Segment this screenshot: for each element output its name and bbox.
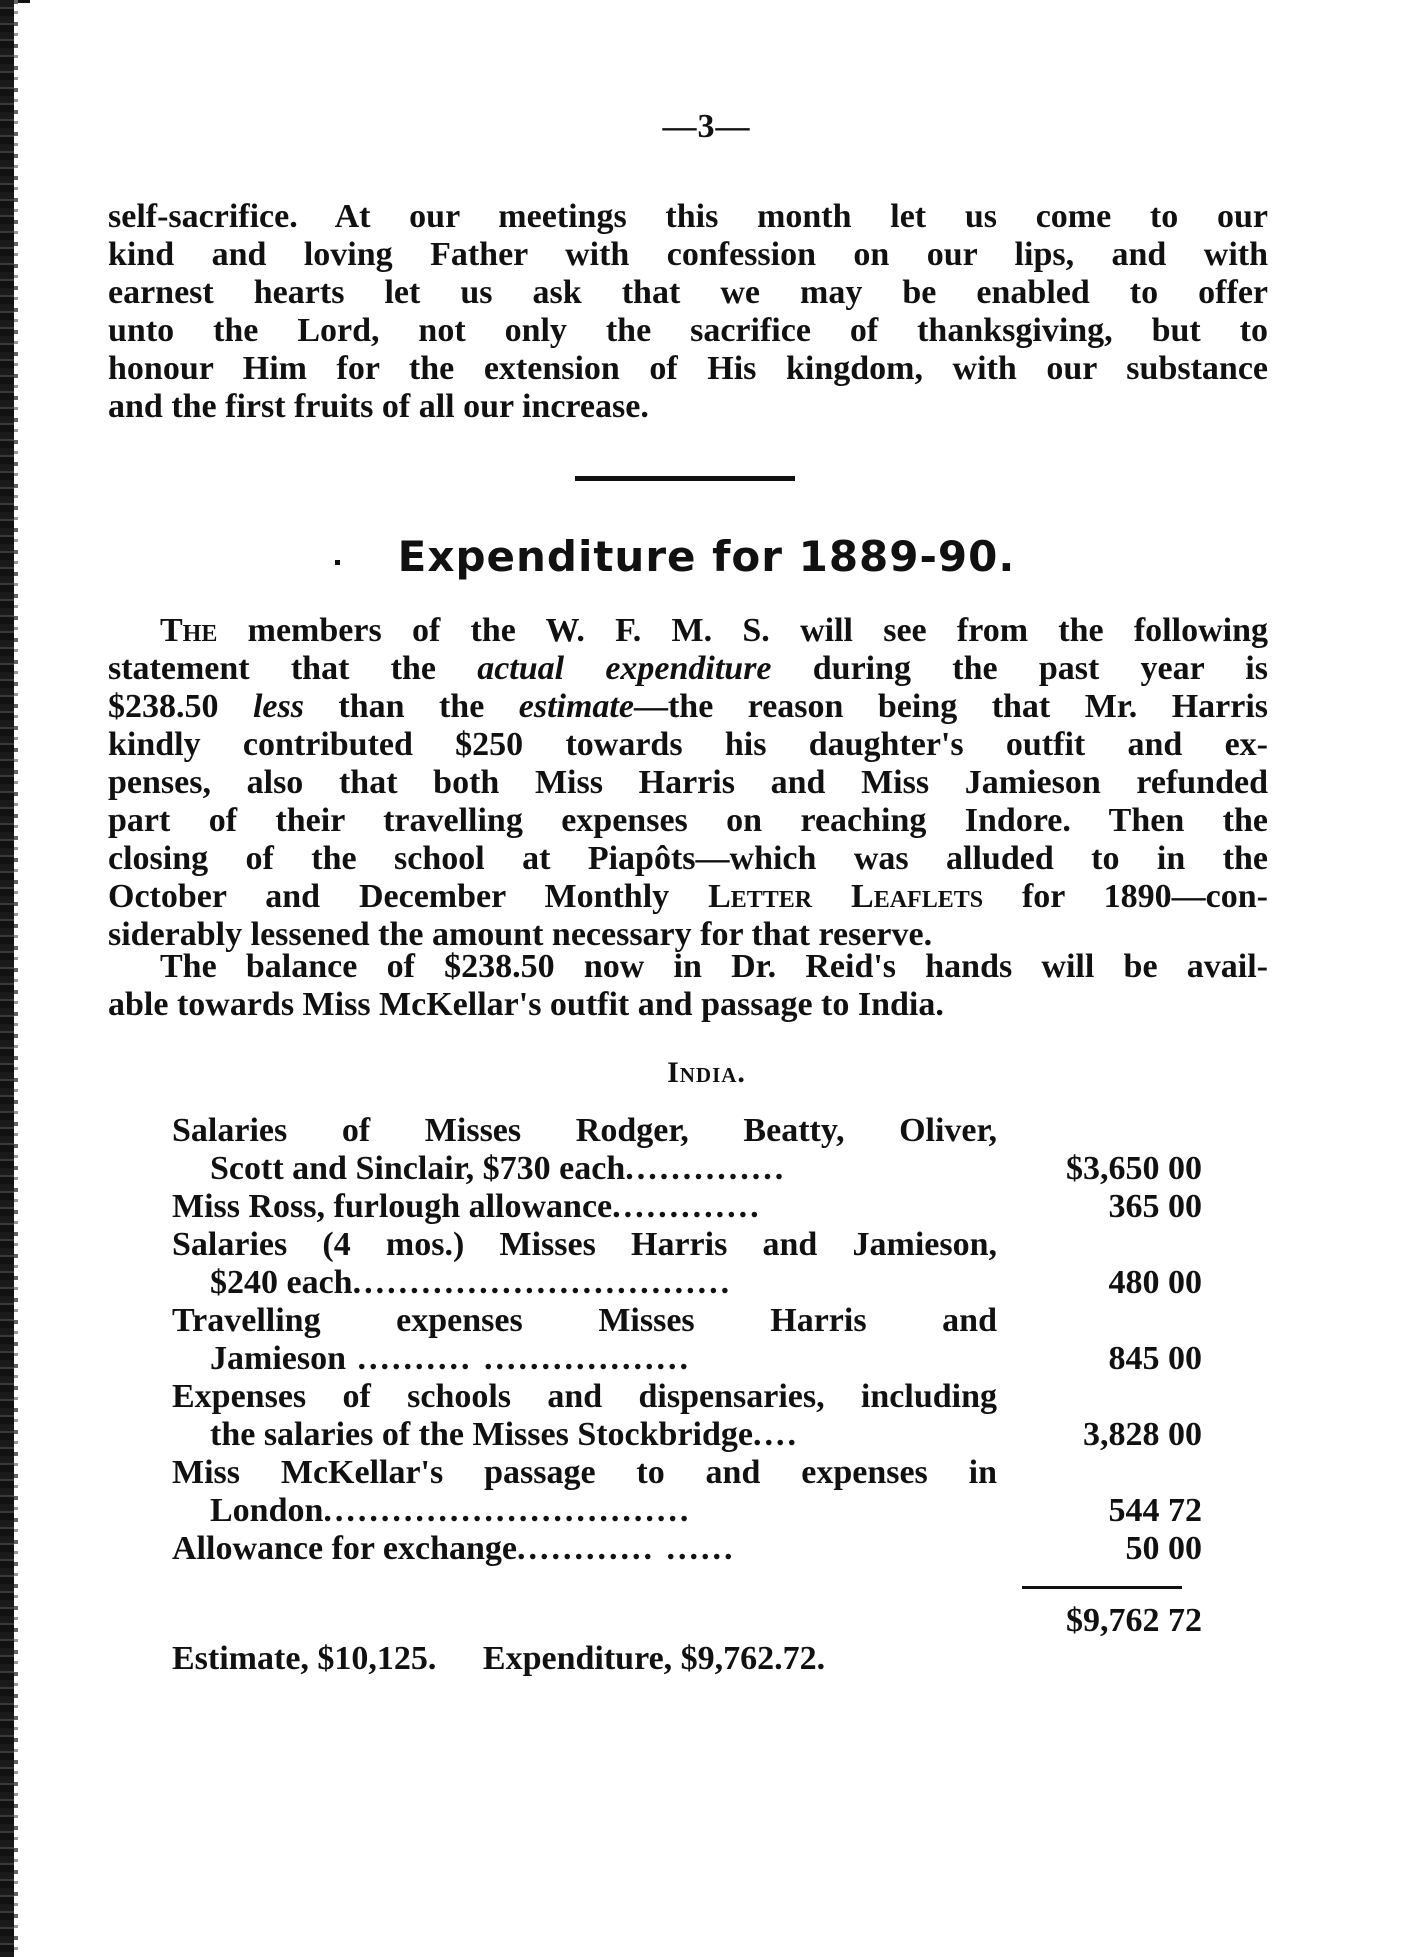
ledger-description bbox=[172, 1112, 997, 1150]
ledger-description bbox=[210, 1416, 997, 1454]
ledger-description bbox=[172, 1454, 997, 1492]
ledger-row bbox=[172, 1226, 1202, 1264]
balance-paragraph bbox=[108, 948, 1268, 1024]
ledger-description-text: Scott and Sinclair, $730 each bbox=[210, 1150, 626, 1187]
ledger-amount: 50 00 bbox=[1125, 1530, 1202, 1567]
body-line: closing of the school at Piapôts—which was alluded to in the bbox=[108, 840, 1268, 877]
dot-leader: ................................. bbox=[352, 1264, 733, 1301]
ledger-description-text: the salaries of the Misses Stockbridge bbox=[210, 1416, 754, 1453]
page-number: —3— bbox=[662, 108, 751, 145]
body-line bbox=[108, 650, 1268, 688]
opening-line: honour Him for the extension of His kingdom, with our substance bbox=[108, 350, 1268, 387]
opening-line: kind and loving Father with confession on our lips, and with bbox=[108, 236, 1268, 273]
ledger-description-text: Travelling expenses Misses Harris and bbox=[172, 1302, 997, 1339]
body-line bbox=[108, 612, 1268, 650]
body-text: for 1890—con- bbox=[983, 878, 1269, 915]
body-text: —the reason being that Mr. Harris bbox=[633, 688, 1269, 725]
ledger-row bbox=[172, 1454, 1202, 1492]
opening-paragraph bbox=[108, 198, 1268, 426]
ledger-description-text: Miss Ross, furlough allowance bbox=[172, 1188, 613, 1225]
balance-line: able towards Miss McKellar's outfit and passage to India. bbox=[108, 986, 944, 1023]
ledger-description-text: Allowance for exchange bbox=[172, 1530, 517, 1567]
opening-line: self-sacrifice. At our meetings this month let us come to our bbox=[108, 198, 1268, 235]
ledger-row bbox=[172, 1378, 1202, 1416]
ledger-description-text: Salaries of Misses Rodger, Beatty, Oliver, bbox=[172, 1112, 997, 1149]
opening-line: earnest hearts let us ask that we may be enabled to offer bbox=[108, 274, 1268, 311]
body-emphasis: actual expenditure bbox=[477, 650, 772, 687]
opening-line: unto the Lord, not only the sacrifice of thanksgiving, but to bbox=[108, 312, 1268, 349]
ledger-total: $9,762 72 bbox=[1066, 1602, 1202, 1639]
ledger-description bbox=[210, 1264, 997, 1302]
table-heading: India. bbox=[667, 1056, 746, 1089]
ledger-description-text: London bbox=[210, 1492, 324, 1529]
body-dropcap-word: The bbox=[160, 612, 218, 649]
ledger-description bbox=[172, 1226, 997, 1264]
body-line: kindly contributed $250 towards his daughter's outfit and ex- bbox=[108, 726, 1268, 763]
body-paragraph bbox=[108, 612, 1268, 954]
ledger-row bbox=[172, 1416, 1202, 1454]
body-line: penses, also that both Miss Harris and Miss Jamieson refunded bbox=[108, 764, 1268, 801]
expenditure-text: Expenditure, $9,762.72. bbox=[482, 1640, 826, 1677]
ledger-description bbox=[172, 1188, 997, 1226]
ledger-description bbox=[172, 1378, 997, 1416]
ledger-amount: 480 00 bbox=[1108, 1264, 1202, 1301]
dot-leader: ............. bbox=[612, 1188, 762, 1225]
ledger-description-text: Expenses of schools and dispensaries, including bbox=[172, 1378, 997, 1415]
ledger-description bbox=[172, 1530, 997, 1568]
ledger-row bbox=[172, 1492, 1202, 1530]
ledger-row bbox=[172, 1530, 1202, 1568]
page-binding-edge bbox=[0, 0, 14, 1957]
body-small-caps: Letter Leaflets bbox=[708, 878, 984, 915]
body-line: siderably lessened the amount necessary for that reserve. bbox=[108, 916, 933, 953]
ledger-description bbox=[172, 1302, 997, 1340]
ledger-amount: 3,828 00 bbox=[1083, 1416, 1202, 1453]
section-divider bbox=[575, 476, 795, 481]
body-line bbox=[108, 688, 1268, 726]
ledger-row bbox=[172, 1340, 1202, 1378]
estimate-text: Estimate, $10,125. bbox=[172, 1640, 437, 1677]
ledger-description-text: $240 each bbox=[210, 1264, 353, 1301]
ledger-amount: 544 72 bbox=[1108, 1492, 1202, 1529]
ledger-amount: 845 00 bbox=[1108, 1340, 1202, 1377]
dot-leader: ............ ...... bbox=[516, 1530, 736, 1567]
ledger-row bbox=[172, 1112, 1202, 1150]
page-binding-shadow bbox=[14, 0, 18, 1957]
section-title-text: Expenditure for 1889-90. bbox=[397, 532, 1016, 581]
ledger-row bbox=[172, 1188, 1202, 1226]
stray-dot bbox=[335, 560, 340, 565]
ledger-amount: 365 00 bbox=[1108, 1188, 1202, 1225]
section-title bbox=[0, 532, 1413, 581]
body-text: October and December Monthly bbox=[108, 878, 709, 915]
total-rule bbox=[1022, 1586, 1182, 1589]
dot-leader: .............. bbox=[625, 1150, 787, 1187]
ledger-row bbox=[172, 1264, 1202, 1302]
body-text: than the bbox=[303, 688, 519, 725]
summary-line bbox=[172, 1640, 825, 1678]
ledger-row bbox=[172, 1150, 1202, 1188]
body-text: $238.50 bbox=[108, 688, 253, 725]
body-text: during the past year is bbox=[771, 650, 1268, 687]
body-emphasis: less bbox=[252, 688, 304, 725]
body-line bbox=[108, 878, 1268, 916]
balance-line: The balance of $238.50 now in Dr. Reid's hands will be avail- bbox=[160, 948, 1268, 985]
expenditure-ledger bbox=[172, 1112, 1202, 1568]
ledger-row bbox=[172, 1302, 1202, 1340]
ledger-description-text: Miss McKellar's passage to and expenses in bbox=[172, 1454, 997, 1491]
body-emphasis: estimate bbox=[518, 688, 634, 725]
ledger-description bbox=[210, 1150, 997, 1188]
dot-leader: ................................ bbox=[323, 1492, 692, 1529]
dot-leader: .... bbox=[753, 1416, 800, 1453]
body-text: members of the W. F. M. S. will see from the following bbox=[217, 612, 1268, 649]
ledger-description-text: Jamieson bbox=[210, 1340, 346, 1377]
opening-line: and the first fruits of all our increase. bbox=[108, 388, 649, 425]
body-text: statement that the bbox=[108, 650, 478, 687]
ledger-description bbox=[210, 1340, 997, 1378]
body-line: part of their travelling expenses on reaching Indore. Then the bbox=[108, 802, 1268, 839]
ledger-description-text: Salaries (4 mos.) Misses Harris and Jamieson, bbox=[172, 1226, 997, 1263]
ledger-amount: $3,650 00 bbox=[1066, 1150, 1202, 1187]
ledger-description bbox=[210, 1492, 997, 1530]
dot-leader: .......... .................. bbox=[346, 1340, 691, 1377]
